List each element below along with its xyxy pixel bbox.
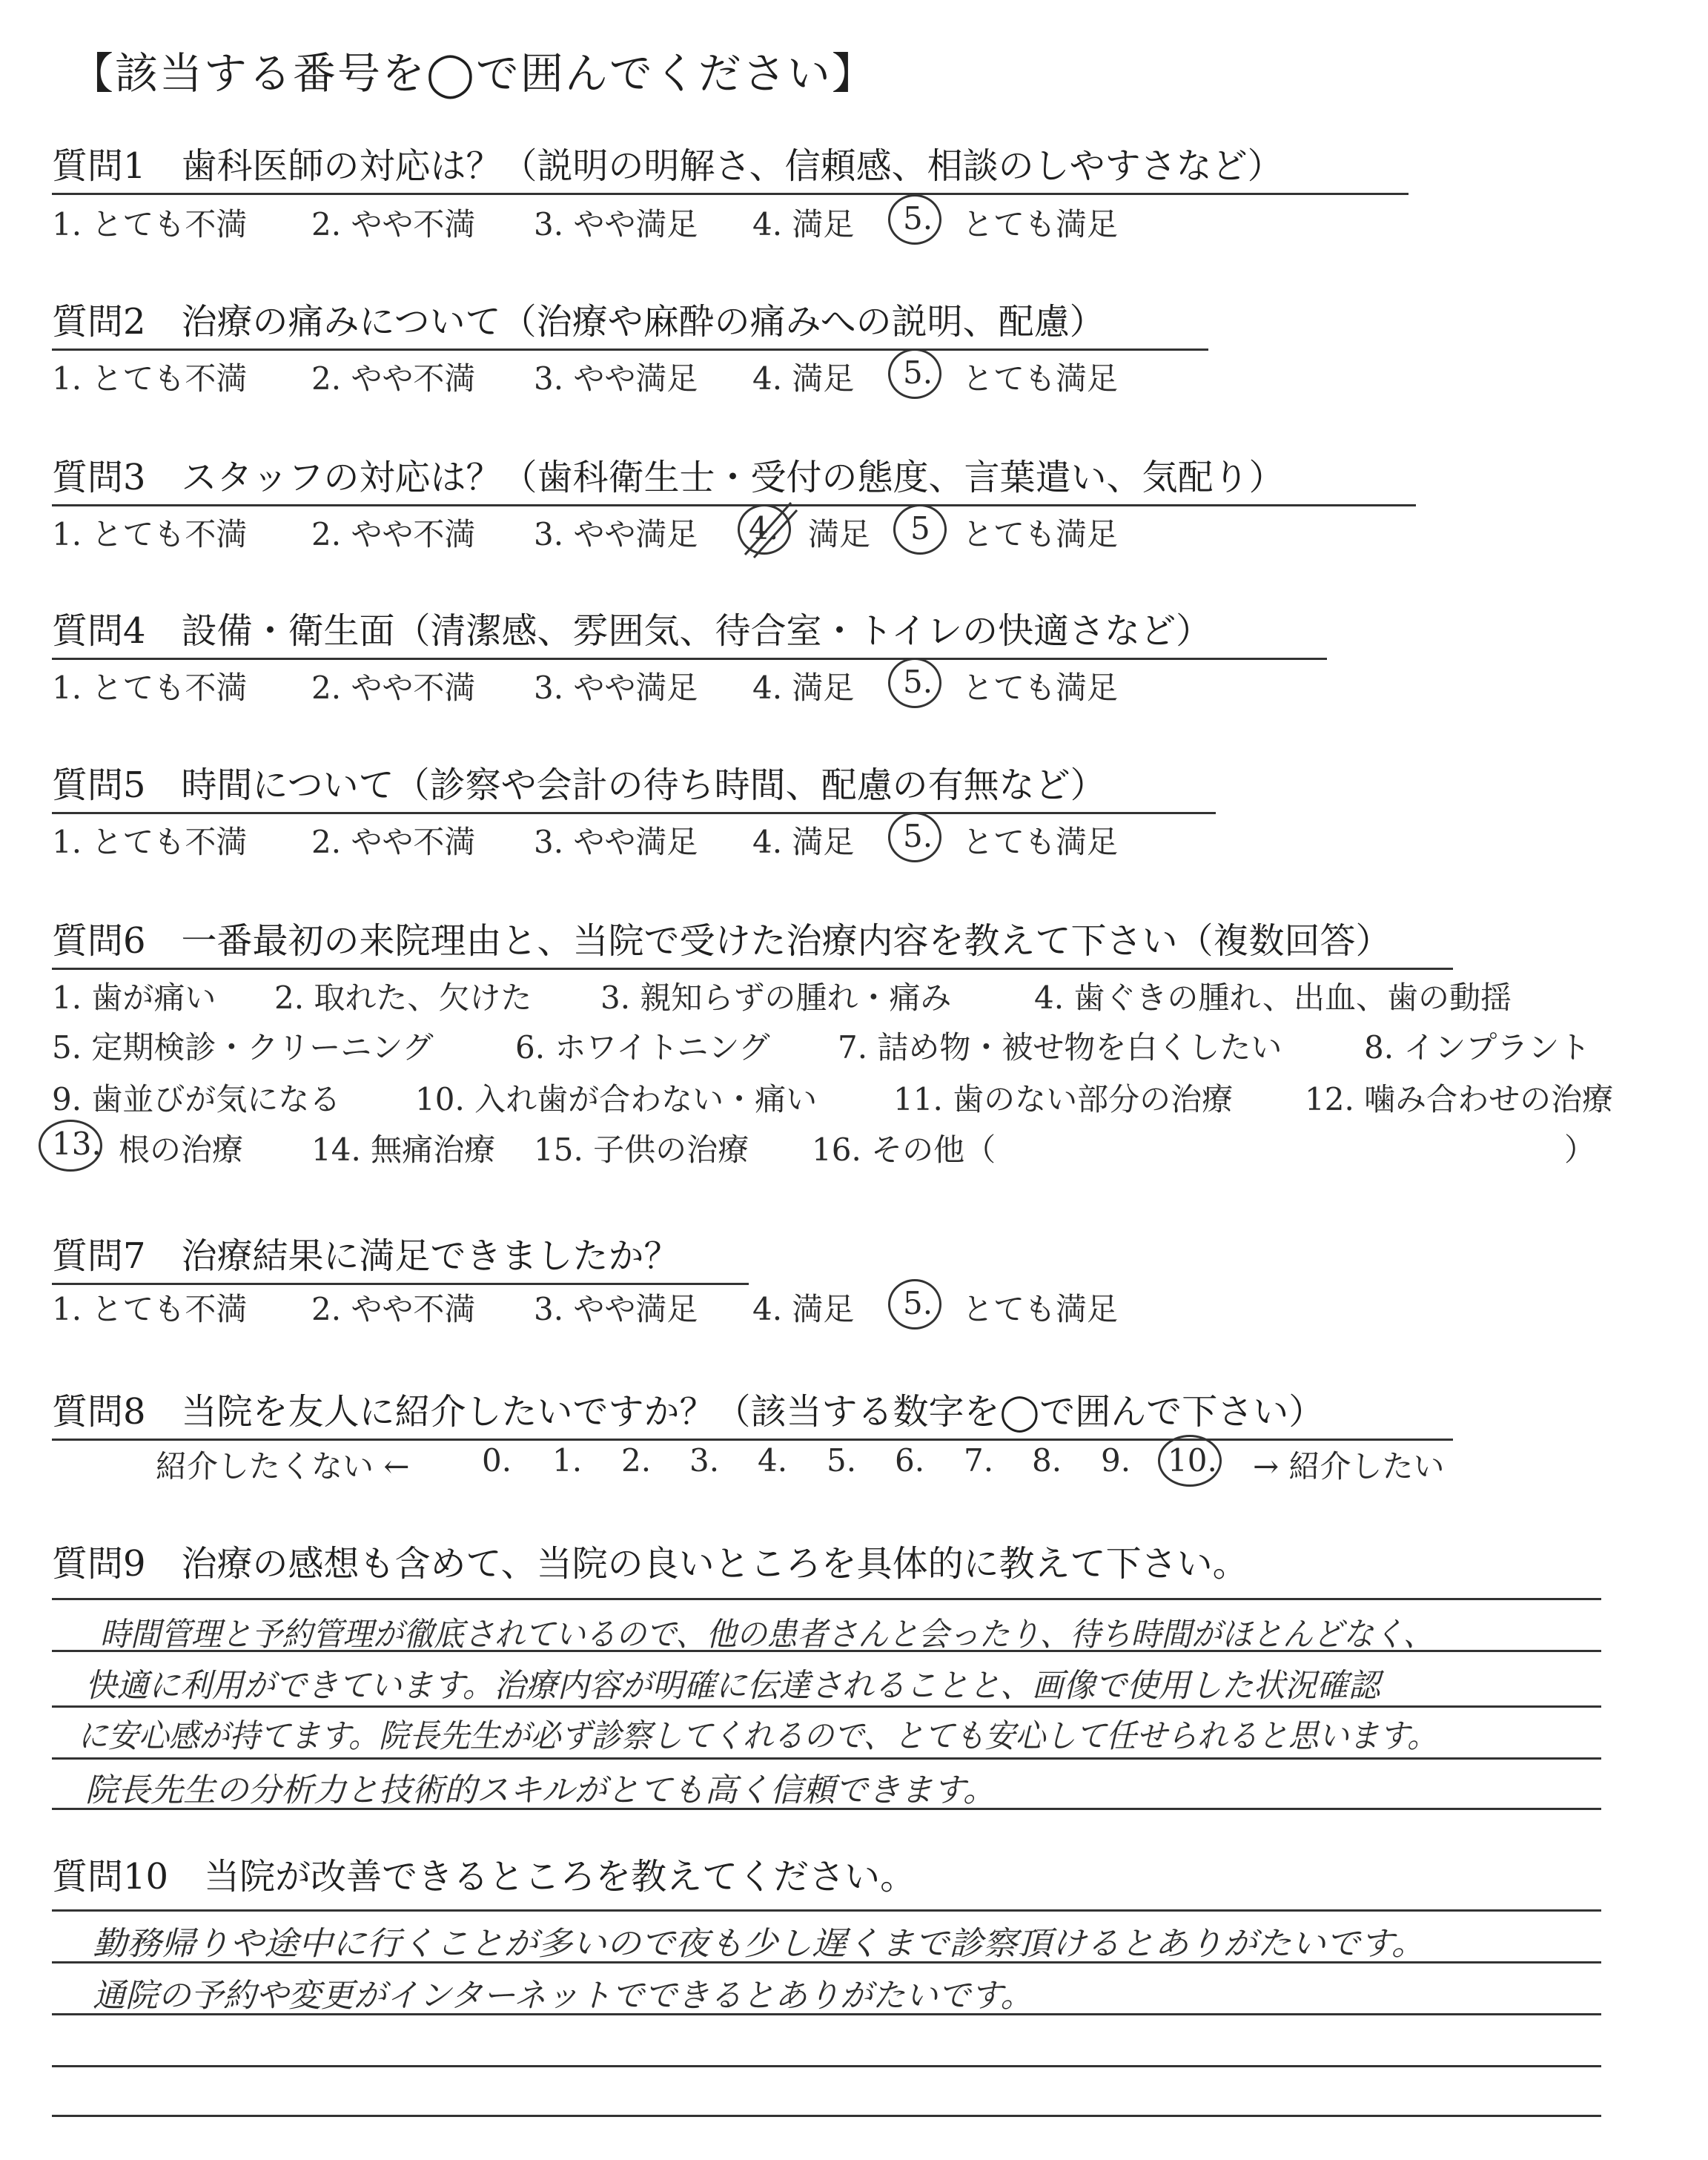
q2-option-5[interactable]: 5. <box>903 354 933 391</box>
q1-title: 質問1 歯科医師の対応は？（説明の明解さ、信頼感、相談のしやすさなど） <box>52 137 1409 195</box>
q8-left-label: 紹介したくない ← <box>156 1448 410 1484</box>
q5-option-1[interactable]: 1. とても不満 <box>52 824 248 860</box>
q10-line-2 <box>52 2013 1601 2015</box>
q6-other-close: ） <box>1564 1132 1596 1168</box>
q6-option-12[interactable]: 12. 噛み合わせの治療 <box>1305 1081 1614 1117</box>
q1-selected-circle <box>888 194 941 245</box>
q3-option-3[interactable]: 3. やや満足 <box>534 516 698 552</box>
q7-option-1[interactable]: 1. とても不満 <box>52 1291 248 1327</box>
q10-line-1 <box>52 1961 1601 1964</box>
q6-option-6[interactable]: 6. ホワイトニング <box>515 1029 770 1066</box>
q3-option-5-label: とても満足 <box>962 516 1119 552</box>
q1-option-5-label: とても満足 <box>962 206 1119 242</box>
q1-option-1[interactable]: 1. とても不満 <box>52 206 248 242</box>
q2-title: 質問2 治療の痛みについて（治療や麻酔の痛みへの説明、配慮） <box>52 293 1208 351</box>
q9-answer-line-4: 院長先生の分析力と技術的スキルがとても高く信頼できます。 <box>85 1771 996 1809</box>
q7-option-2[interactable]: 2. やや不満 <box>311 1291 476 1327</box>
q7-option-5[interactable]: 5. <box>903 1285 933 1321</box>
q6-option-5[interactable]: 5. 定期検診・クリーニング <box>52 1029 434 1066</box>
q6-option-1[interactable]: 1. 歯が痛い <box>52 980 216 1016</box>
q8-score-7[interactable]: 7. <box>964 1442 994 1479</box>
q10-line-3 <box>52 2065 1601 2067</box>
q8-title: 質問8 当院を友人に紹介したいですか？（該当する数字を◯で囲んで下さい） <box>52 1383 1453 1441</box>
q4-option-5[interactable]: 5. <box>903 664 933 700</box>
q6-option-9[interactable]: 9. 歯並びが気になる <box>52 1081 341 1117</box>
q5-selected-circle <box>888 812 941 862</box>
q3-title: 質問3 スタッフの対応は？（歯科衛生士・受付の態度、言葉遣い、気配り） <box>52 449 1416 506</box>
q10-answer-line-1: 勤務帰りや途中に行くことが多いので夜も少し遅くまで診察頂けるとありがたいです。 <box>93 1925 1426 1963</box>
page-header: 【該当する番号を◯で囲んでください】 <box>70 48 876 99</box>
q9-line-3 <box>52 1757 1601 1760</box>
q2-selected-circle <box>888 349 941 399</box>
q4-option-5-label: とても満足 <box>962 670 1119 706</box>
q5-option-5[interactable]: 5. <box>903 818 933 854</box>
q8-score-3[interactable]: 3. <box>689 1442 720 1479</box>
q9-line-0 <box>52 1598 1601 1600</box>
q3-option-5[interactable]: 5 <box>910 510 930 546</box>
q10-line-4 <box>52 2115 1601 2117</box>
q8-score-0[interactable]: 0. <box>482 1442 512 1479</box>
q6-option-4[interactable]: 4. 歯ぐきの腫れ、出血、歯の動揺 <box>1034 980 1512 1016</box>
q1-option-4[interactable]: 4. 満足 <box>752 206 855 242</box>
q4-selected-circle <box>888 658 941 708</box>
q6-title: 質問6 一番最初の来院理由と、当院で受けた治療内容を教えて下さい（複数回答） <box>52 912 1453 970</box>
q6-option-3[interactable]: 3. 親知らずの腫れ・痛み <box>600 980 952 1016</box>
q8-score-4[interactable]: 4. <box>758 1442 788 1479</box>
q9-line-2 <box>52 1705 1601 1708</box>
q8-score-6[interactable]: 6. <box>895 1442 925 1479</box>
q6-option-7[interactable]: 7. 詰め物・被せ物を白くしたい <box>838 1029 1282 1066</box>
q1-option-5[interactable]: 5. <box>903 200 933 237</box>
q4-option-1[interactable]: 1. とても不満 <box>52 670 248 706</box>
q4-option-4[interactable]: 4. 満足 <box>752 670 855 706</box>
q8-score-5[interactable]: 5. <box>827 1442 857 1479</box>
q8-selected-circle <box>1158 1435 1222 1487</box>
q7-option-4[interactable]: 4. 満足 <box>752 1291 855 1327</box>
q5-option-4[interactable]: 4. 満足 <box>752 824 855 860</box>
q7-selected-circle <box>888 1279 941 1330</box>
q9-answer-line-2: 快適に利用ができています。治療内容が明確に伝達されることと、画像で使用した状況確認 <box>85 1667 1380 1705</box>
q6-option-15[interactable]: 15. 子供の治療 <box>534 1132 749 1168</box>
q4-option-3[interactable]: 3. やや満足 <box>534 670 698 706</box>
q9-line-1 <box>52 1650 1601 1652</box>
q1-option-2[interactable]: 2. やや不満 <box>311 206 476 242</box>
q10-line-0 <box>52 1909 1601 1912</box>
q5-option-3[interactable]: 3. やや満足 <box>534 824 698 860</box>
q2-option-5-label: とても満足 <box>962 360 1119 397</box>
q6-option-13[interactable]: 13. <box>52 1126 102 1162</box>
q9-answer-line-3: に安心感が持てます。院長先生が必ず診察してくれるので、とても安心して任せられると思います。 <box>78 1717 1438 1755</box>
q8-score-8[interactable]: 8. <box>1032 1442 1062 1479</box>
q6-option-14[interactable]: 14. 無痛治療 <box>311 1132 496 1168</box>
q10-title: 質問10 当院が改善できるところを教えてください。 <box>52 1856 916 1898</box>
q8-score-2[interactable]: 2. <box>621 1442 652 1479</box>
q5-option-5-label: とても満足 <box>962 824 1119 860</box>
q2-option-4[interactable]: 4. 満足 <box>752 360 855 397</box>
q3-option-4[interactable]: 4. <box>749 510 779 546</box>
q9-line-4 <box>52 1808 1601 1810</box>
q8-score-10[interactable]: 10. <box>1168 1442 1217 1479</box>
q4-title: 質問4 設備・衛生面（清潔感、雰囲気、待合室・トイレの快適さなど） <box>52 602 1327 660</box>
q2-option-1[interactable]: 1. とても不満 <box>52 360 248 397</box>
q8-scale-row <box>0 1442 1708 1487</box>
q5-option-2[interactable]: 2. やや不満 <box>311 824 476 860</box>
q3-option-1[interactable]: 1. とても不満 <box>52 516 248 552</box>
q3-option-2[interactable]: 2. やや不満 <box>311 516 476 552</box>
q6-option-16[interactable]: 16. その他（ <box>812 1132 996 1168</box>
q9-answer-line-1: 時間管理と予約管理が徹底されているので、他の患者さんと会ったり、待ち時間がほとんどなく、 <box>100 1616 1434 1654</box>
q9-title: 質問9 治療の感想も含めて、当院の良いところを具体的に教えて下さい。 <box>52 1543 1248 1585</box>
q6-option-11[interactable]: 11. 歯のない部分の治療 <box>893 1081 1234 1117</box>
q5-title: 質問5 時間について（診察や会計の待ち時間、配慮の有無など） <box>52 756 1216 814</box>
q3-strike-mark <box>738 497 804 564</box>
q7-option-3[interactable]: 3. やや満足 <box>534 1291 698 1327</box>
q6-option-13-label: 根の治療 <box>119 1132 244 1168</box>
q8-score-9[interactable]: 9. <box>1101 1442 1131 1479</box>
q6-selected-circle <box>39 1120 102 1172</box>
q10-answer-line-2: 通院の予約や変更がインターネットでできるとありがたいです。 <box>93 1977 1033 2015</box>
q8-right-label: → 紹介したい <box>1253 1448 1445 1484</box>
q3-option-4-label: 満足 <box>808 516 871 552</box>
q1-option-3[interactable]: 3. やや満足 <box>534 206 698 242</box>
q6-option-10[interactable]: 10. 入れ歯が合わない・痛い <box>415 1081 818 1117</box>
q8-score-1[interactable]: 1. <box>552 1442 583 1479</box>
q2-option-2[interactable]: 2. やや不満 <box>311 360 476 397</box>
q6-option-2[interactable]: 2. 取れた、欠けた <box>274 980 532 1016</box>
q4-option-2[interactable]: 2. やや不満 <box>311 670 476 706</box>
q7-title: 質問7 治療結果に満足できましたか？ <box>52 1227 749 1285</box>
q3-selected-circle <box>893 504 947 555</box>
q2-option-3[interactable]: 3. やや満足 <box>534 360 698 397</box>
q6-option-8[interactable]: 8. インプラント <box>1364 1029 1591 1066</box>
q7-option-5-label: とても満足 <box>962 1291 1119 1327</box>
